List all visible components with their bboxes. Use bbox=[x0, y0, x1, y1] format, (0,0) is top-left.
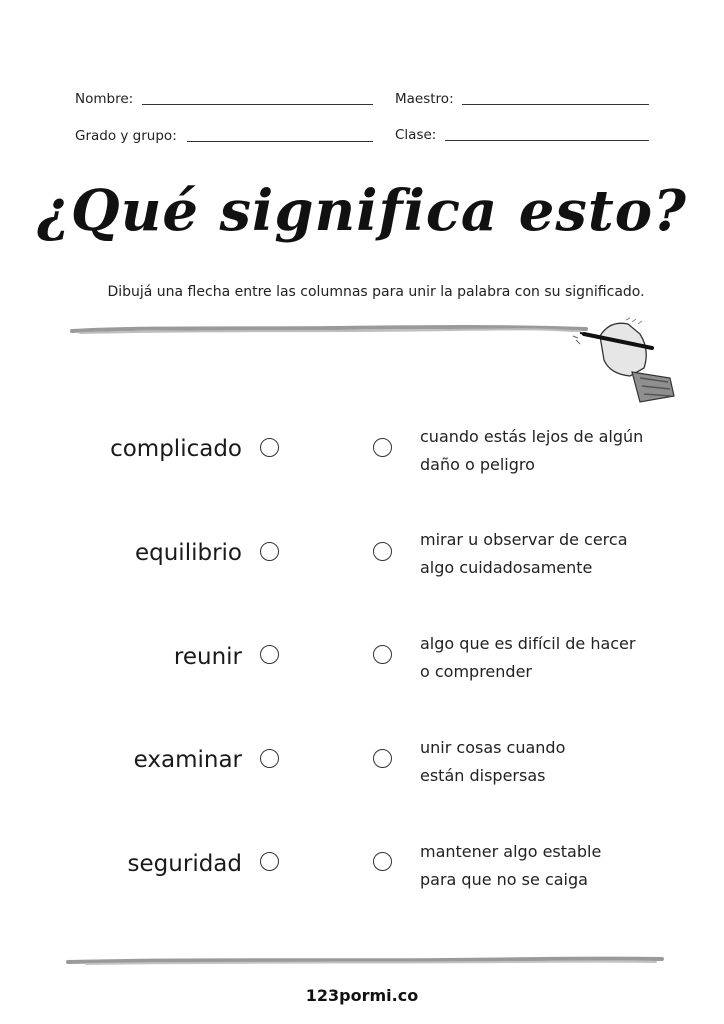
meaning-line: cuando estás lejos de algún bbox=[420, 427, 644, 446]
name-label: Nombre: bbox=[75, 91, 134, 107]
page-title: ¿Qué significa esto? bbox=[37, 178, 687, 244]
meaning-item bbox=[420, 423, 710, 479]
meaning-circle[interactable] bbox=[373, 542, 392, 561]
meaning-line: o comprender bbox=[420, 662, 532, 681]
footer-brand: 123pormi.co bbox=[305, 986, 419, 1005]
meaning-circle[interactable] bbox=[373, 645, 392, 664]
meaning-circle[interactable] bbox=[373, 749, 392, 768]
meaning-line: mantener algo estable bbox=[420, 842, 602, 861]
meaning-line: unir cosas cuando bbox=[420, 738, 566, 757]
word-item: seguridad bbox=[127, 851, 242, 877]
meaning-line: algo que es difícil de hacer bbox=[420, 634, 636, 653]
teacher-line[interactable] bbox=[462, 104, 649, 105]
class-label: Clase: bbox=[395, 127, 437, 143]
word-circle[interactable] bbox=[260, 645, 279, 664]
teacher-label: Maestro: bbox=[395, 91, 454, 107]
instructions-text: Dibujá una flecha entre las columnas para unir la palabra con su significado. bbox=[107, 284, 645, 300]
word-item: complicado bbox=[110, 436, 242, 462]
name-line[interactable] bbox=[142, 104, 373, 105]
word-item: reunir bbox=[173, 644, 242, 670]
grade-label: Grado y grupo: bbox=[75, 128, 177, 144]
meaning-line: están dispersas bbox=[420, 766, 546, 785]
class-line[interactable] bbox=[445, 140, 649, 141]
brush-divider-bottom bbox=[66, 950, 666, 970]
meaning-item bbox=[420, 838, 710, 894]
meaning-item bbox=[420, 734, 710, 790]
meaning-item bbox=[420, 630, 710, 686]
word-item: equilibrio bbox=[134, 540, 242, 566]
meaning-line: algo cuidadosamente bbox=[420, 558, 593, 577]
word-circle[interactable] bbox=[260, 852, 279, 871]
word-circle[interactable] bbox=[260, 542, 279, 561]
word-item: examinar bbox=[133, 747, 242, 773]
brush-divider-top bbox=[70, 320, 590, 338]
word-circle[interactable] bbox=[260, 438, 279, 457]
meaning-line: mirar u observar de cerca bbox=[420, 530, 628, 549]
grade-line[interactable] bbox=[187, 141, 373, 142]
meaning-circle[interactable] bbox=[373, 438, 392, 457]
meaning-line: daño o peligro bbox=[420, 455, 535, 474]
meaning-circle[interactable] bbox=[373, 852, 392, 871]
word-circle[interactable] bbox=[260, 749, 279, 768]
meaning-line: para que no se caiga bbox=[420, 870, 588, 889]
hand-with-pen-icon bbox=[570, 316, 680, 406]
meaning-item bbox=[420, 526, 710, 582]
